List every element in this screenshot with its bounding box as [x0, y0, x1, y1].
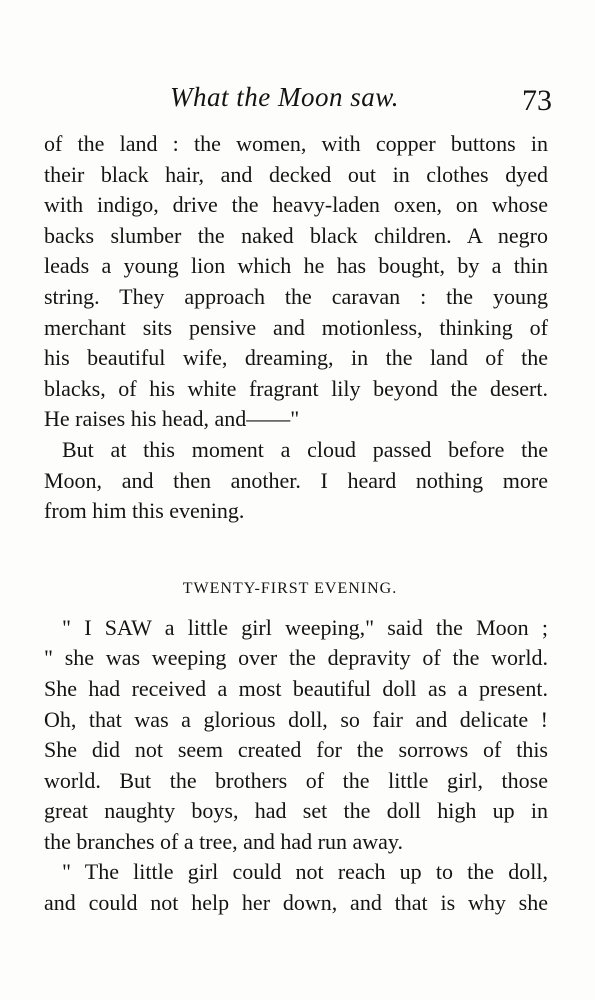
text-line: world. But the brothers of the little girl, those: [44, 767, 548, 793]
paragraph-cloud: [44, 435, 548, 527]
text-line: Oh, that was a glorious doll, so fair and delicate !: [44, 706, 548, 732]
paragraph-continued: [44, 129, 548, 435]
text-line: She did not seem created for the sorrows of this: [44, 737, 548, 763]
text-line: leads a young lion which he has bought, by a thin: [44, 253, 548, 279]
running-title: What the Moon saw.: [170, 82, 399, 112]
text-line: He raises his head, and——": [44, 406, 300, 432]
text-line: great naughty boys, had set the doll high up in: [44, 798, 548, 824]
text-line: the branches of a tree, and had run away.: [44, 828, 403, 854]
running-head: [40, 82, 560, 122]
section-heading: TWENTY-FIRST EVENING.: [182, 579, 398, 597]
page-number: 73: [522, 84, 552, 117]
text-line: " The little girl could not reach up to the doll,: [62, 859, 548, 885]
text-line: from him this evening.: [44, 498, 245, 524]
text-line: merchant sits pensive and motionless, thinking of: [44, 314, 548, 340]
text-line: their black hair, and decked out in clothes dyed: [44, 161, 548, 187]
text-line: of the land : the women, with copper buttons in: [44, 131, 548, 156]
text-line: his beautiful wife, dreaming, in the land of the: [44, 345, 548, 371]
paragraph-little-girl: [44, 613, 548, 858]
text-line: and could not help her down, and that is why she: [44, 890, 548, 916]
text-line: backs slumber the naked black children. A negro: [44, 222, 548, 248]
paragraph-reach-doll: [44, 857, 548, 918]
body-text: [44, 129, 548, 919]
text-line: blacks, of his white fragrant lily beyond the desert.: [44, 375, 548, 401]
text-line: " I SAW a little girl weeping," said the Moon ;: [62, 614, 548, 640]
text-line: But at this moment a cloud passed before the: [62, 436, 548, 462]
text-line: Moon, and then another. I heard nothing more: [44, 467, 548, 493]
text-line: " she was weeping over the depravity of the world.: [44, 645, 548, 671]
text-line: She had received a most beautiful doll as a present.: [44, 675, 548, 701]
text-line: with indigo, drive the heavy-laden oxen, on whose: [44, 192, 548, 218]
text-line: string. They approach the caravan : the young: [44, 283, 548, 309]
